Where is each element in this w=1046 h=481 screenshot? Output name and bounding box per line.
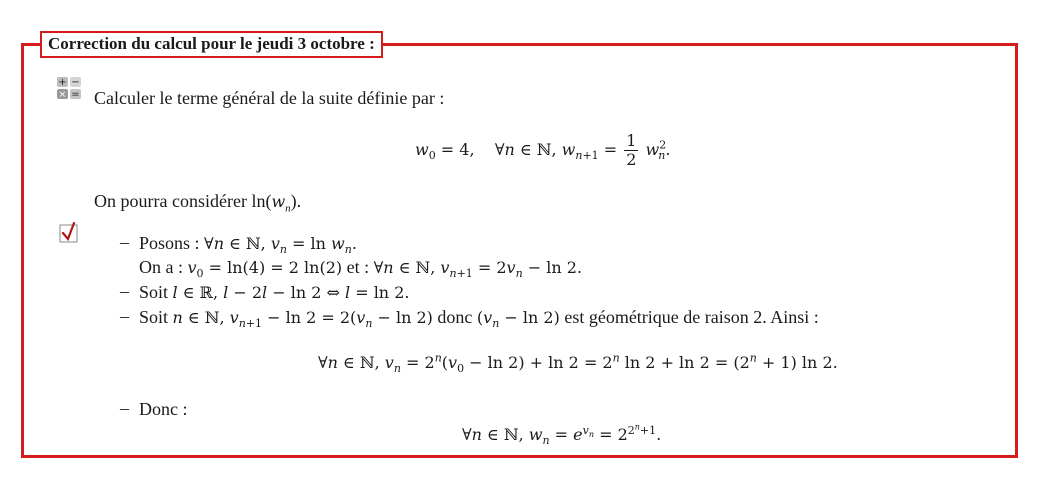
svg-text:+: + — [58, 77, 67, 88]
calculator-icon — [56, 76, 82, 102]
svg-text:−: − — [71, 77, 80, 88]
exercise-statement: Calculer le terme général de la suite définie par : — [94, 88, 445, 108]
list-item-soit-l: Soit l ∈ ℝ, l − 2l − ln 2 ⇔ l = ln 2. — [139, 282, 410, 302]
hint-line: On pourra considérer $\ln(w_n)$. — [94, 191, 302, 215]
sequence-definition: $w_0 = 4$, ∀n ∈ ℕ, $w_{n+1}$ = $\frac{1}{2}$ $w^2_n$. — [415, 131, 671, 169]
list-bullet: – — [120, 398, 129, 418]
list-item-on-a: On a : $v_0 = \ln(4) = 2$ ln(2) et : ∀n ∈ ℕ, $v_{n+1} = 2v_n - \ln 2$. — [139, 257, 583, 281]
list-item-soit-n: Soit n ∈ ℕ, $v_{n+1} - \ln 2 = 2(v_n - \ln 2)$ donc $(v_n - \ln 2)$ est géométrique de raison 2. Ainsi : — [139, 307, 819, 331]
formula-wn: ∀n ∈ ℕ, $w_n = e^{v_n} = 2^{2^n+1}$. — [462, 422, 662, 448]
list-bullet: – — [120, 306, 129, 326]
formula-vn: ∀n ∈ ℕ, $v_n = 2^n(v_0 - \ln 2) + \ln 2 = 2^n$ $\ln 2 + \ln 2 = (2^n + 1)$ ln 2. — [318, 351, 838, 376]
checkmark-icon — [59, 222, 81, 244]
list-item-posons: Posons : ∀n ∈ ℕ, $v_n = \ln w_n$. — [139, 233, 357, 257]
list-bullet: – — [120, 281, 129, 301]
svg-text:=: = — [71, 89, 80, 100]
list-bullet: – — [120, 232, 129, 252]
list-item-donc: Donc : — [139, 399, 188, 419]
svg-text:×: × — [58, 90, 67, 100]
page-title: Correction du calcul pour le jeudi 3 octobre : — [40, 31, 383, 58]
